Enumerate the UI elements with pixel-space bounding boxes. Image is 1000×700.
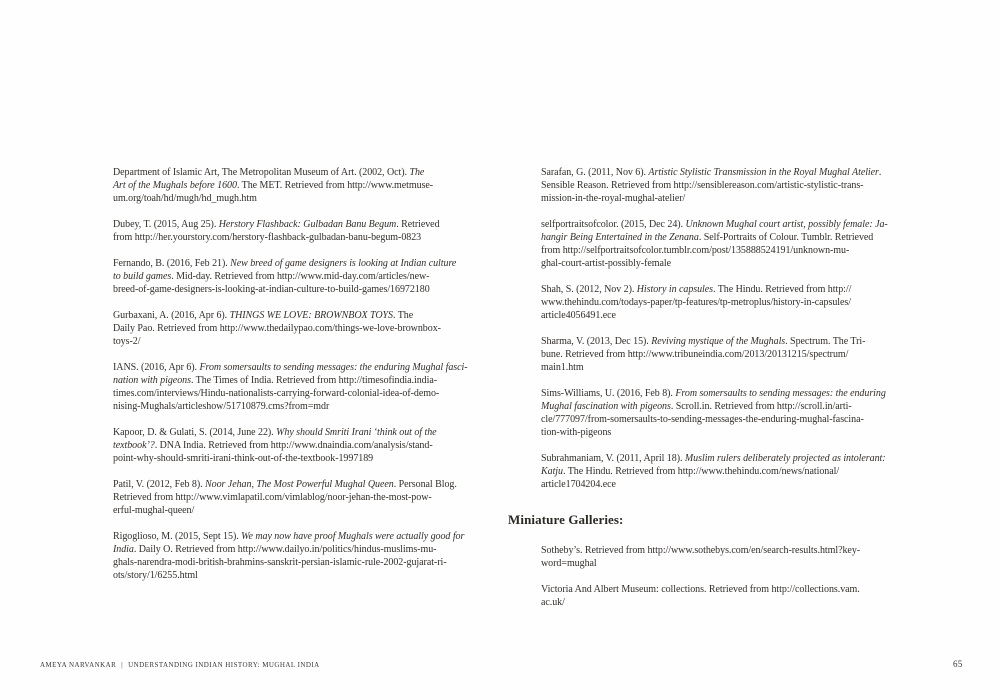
gallery-references-list: [541, 544, 887, 609]
reference-line: Kapoor, D. & Gulati, S. (2014, June 22). Why should Smriti Irani ‘think out of the: [113, 427, 437, 438]
reference-entry: [113, 426, 459, 465]
reference-line: Retrieved from http://www.vimlapatil.com/vimlablog/noor-jehan-the-most-pow-: [113, 492, 432, 503]
reference-line: breed-of-game-designers-is-looking-at-indian-culture-to-build-games/16972180: [113, 284, 430, 295]
reference-entry: [113, 166, 459, 205]
reference-line: Patil, V. (2012, Feb 8). Noor Jehan, The Most Powerful Mughal Queen. Personal Blog.: [113, 479, 457, 490]
reference-line: article1704204.ece: [541, 479, 616, 490]
reference-entry: [113, 309, 459, 348]
reference-line: Sharma, V. (2013, Dec 15). Reviving mystique of the Mughals. Spectrum. The Tri-: [541, 336, 866, 347]
reference-entry: [541, 452, 887, 491]
reference-line: from http://her.yourstory.com/herstory-flashback-gulbadan-banu-begum-0823: [113, 232, 422, 243]
reference-line: ghal-court-artist-possibly-female: [541, 258, 671, 269]
reference-entry: [113, 257, 459, 296]
reference-entry: [113, 218, 459, 244]
references-column-right: [508, 166, 888, 622]
reference-entry: [541, 544, 887, 570]
reference-entry: [113, 361, 468, 413]
reference-line: Daily Pao. Retrieved from http://www.thedailypao.com/things-we-love-brownbox-: [113, 323, 441, 334]
section-heading-miniature-galleries: Miniature Galleries:: [508, 512, 624, 527]
reference-entry: [541, 218, 887, 270]
reference-line: bune. Retrieved from http://www.tribuneindia.com/2013/20131215/spectrum/: [541, 349, 849, 360]
reference-line: Shah, S. (2012, Nov 2). History in capsules. The Hindu. Retrieved from http://: [541, 284, 852, 295]
reference-line: hangir Being Entertained in the Zenana. Self-Portraits of Colour. Tumblr. Retrieved: [541, 232, 874, 243]
reference-entry: [541, 387, 887, 439]
reference-line: nising-Mughals/articleshow/51710879.cms?from=mdr: [113, 401, 330, 412]
reference-line: ac.uk/: [541, 597, 565, 608]
reference-entry: [113, 530, 465, 582]
reference-line: nation with pigeons. The Times of India. Retrieved from http://timesofindia.india-: [113, 375, 438, 386]
reference-entry: [541, 335, 887, 374]
references-right-list: [541, 166, 887, 491]
reference-line: toys-2/: [113, 336, 141, 347]
reference-line: Subrahmaniam, V. (2011, April 18). Muslim rulers deliberately projected as intolerant:: [541, 453, 886, 464]
footer-separator: |: [121, 661, 124, 669]
reference-line: cle/777097/from-somersaults-to-sending-messages-the-enduring-mughal-fascina-: [541, 414, 864, 425]
page-footer: [40, 661, 320, 669]
reference-entry: [541, 583, 887, 609]
page-number: 65: [953, 659, 963, 669]
footer-book-title: UNDERSTANDING INDIAN HISTORY: MUGHAL INDIA: [128, 661, 320, 669]
reference-line: from http://selfportraitsofcolor.tumblr.com/post/135888524191/unknown-mu-: [541, 245, 850, 256]
reference-line: Fernando, B. (2016, Feb 21). New breed of game designers is looking at Indian culture: [113, 258, 457, 269]
reference-line: Rigoglioso, M. (2015, Sept 15). We may now have proof Mughals were actually good for: [113, 531, 465, 542]
reference-line: Dubey, T. (2015, Aug 25). Herstory Flashback: Gulbadan Banu Begum. Retrieved: [113, 219, 440, 230]
reference-line: Gurbaxani, A. (2016, Apr 6). THINGS WE LOVE: BROWNBOX TOYS. The: [113, 310, 414, 321]
reference-line: Sotheby’s. Retrieved from http://www.sothebys.com/en/search-results.html?key-: [541, 545, 861, 556]
reference-line: point-why-should-smriti-irani-think-out-of-the-textbook-1997189: [113, 453, 374, 464]
reference-line: times.com/interviews/Hindu-nationalists-carrying-forward-colonial-idea-of-demo-: [113, 388, 440, 399]
reference-line: India. Daily O. Retrieved from http://www.dailyo.in/politics/hindus-muslims-mu-: [113, 544, 437, 555]
reference-line: to build games. Mid-day. Retrieved from http://www.mid-day.com/articles/new-: [113, 271, 430, 282]
reference-line: mission-in-the-royal-mughal-atelier/: [541, 193, 686, 204]
reference-line: erful-mughal-queen/: [113, 505, 195, 516]
reference-line: Sensible Reason. Retrieved from http://sensiblereason.com/artistic-stylistic-trans-: [541, 180, 864, 191]
reference-line: main1.htm: [541, 362, 584, 373]
references-column-left: [113, 166, 468, 595]
reference-entry: [113, 478, 459, 517]
reference-line: word=mughal: [541, 558, 597, 569]
reference-line: tion-with-pigeons: [541, 427, 612, 438]
reference-line: Mughal fascination with pigeons. Scroll.in. Retrieved from http://scroll.in/arti-: [541, 401, 852, 412]
reference-line: IANS. (2016, Apr 6). From somersaults to sending messages: the enduring Mughal fasci-: [113, 362, 468, 373]
reference-line: Department of Islamic Art, The Metropolitan Museum of Art. (2002, Oct). The: [113, 167, 425, 178]
reference-line: www.thehindu.com/todays-paper/tp-features/tp-metroplus/history-in-capsules/: [541, 297, 851, 308]
reference-line: selfportraitsofcolor. (2015, Dec 24). Unknown Mughal court artist, possibly female: Ja-: [541, 219, 888, 230]
reference-entry: [541, 283, 887, 322]
reference-line: textbook’?. DNA India. Retrieved from http://www.dnaindia.com/analysis/stand-: [113, 440, 433, 451]
reference-line: Art of the Mughals before 1600. The MET. Retrieved from http://www.metmuse-: [113, 180, 434, 191]
reference-line: Sims-Williams, U. (2016, Feb 8). From somersaults to sending messages: the enduring: [541, 388, 886, 399]
reference-line: article4056491.ece: [541, 310, 616, 321]
reference-line: Victoria And Albert Museum: collections. Retrieved from http://collections.vam.: [541, 584, 860, 595]
footer-author: AMEYA NARVANKAR: [40, 661, 117, 669]
reference-line: Sarafan, G. (2011, Nov 6). Artistic Stylistic Transmission in the Royal Mughal Atelier.: [541, 167, 882, 178]
reference-entry: [541, 166, 887, 205]
reference-line: ghals-narendra-modi-british-brahmins-sanskrit-persian-islamic-rule-2002-gujarat-ri-: [113, 557, 447, 568]
reference-line: ots/story/1/6255.html: [113, 570, 198, 581]
reference-line: Katju. The Hindu. Retrieved from http://www.thehindu.com/news/national/: [541, 466, 840, 477]
reference-line: um.org/toah/hd/mugh/hd_mugh.htm: [113, 193, 257, 204]
